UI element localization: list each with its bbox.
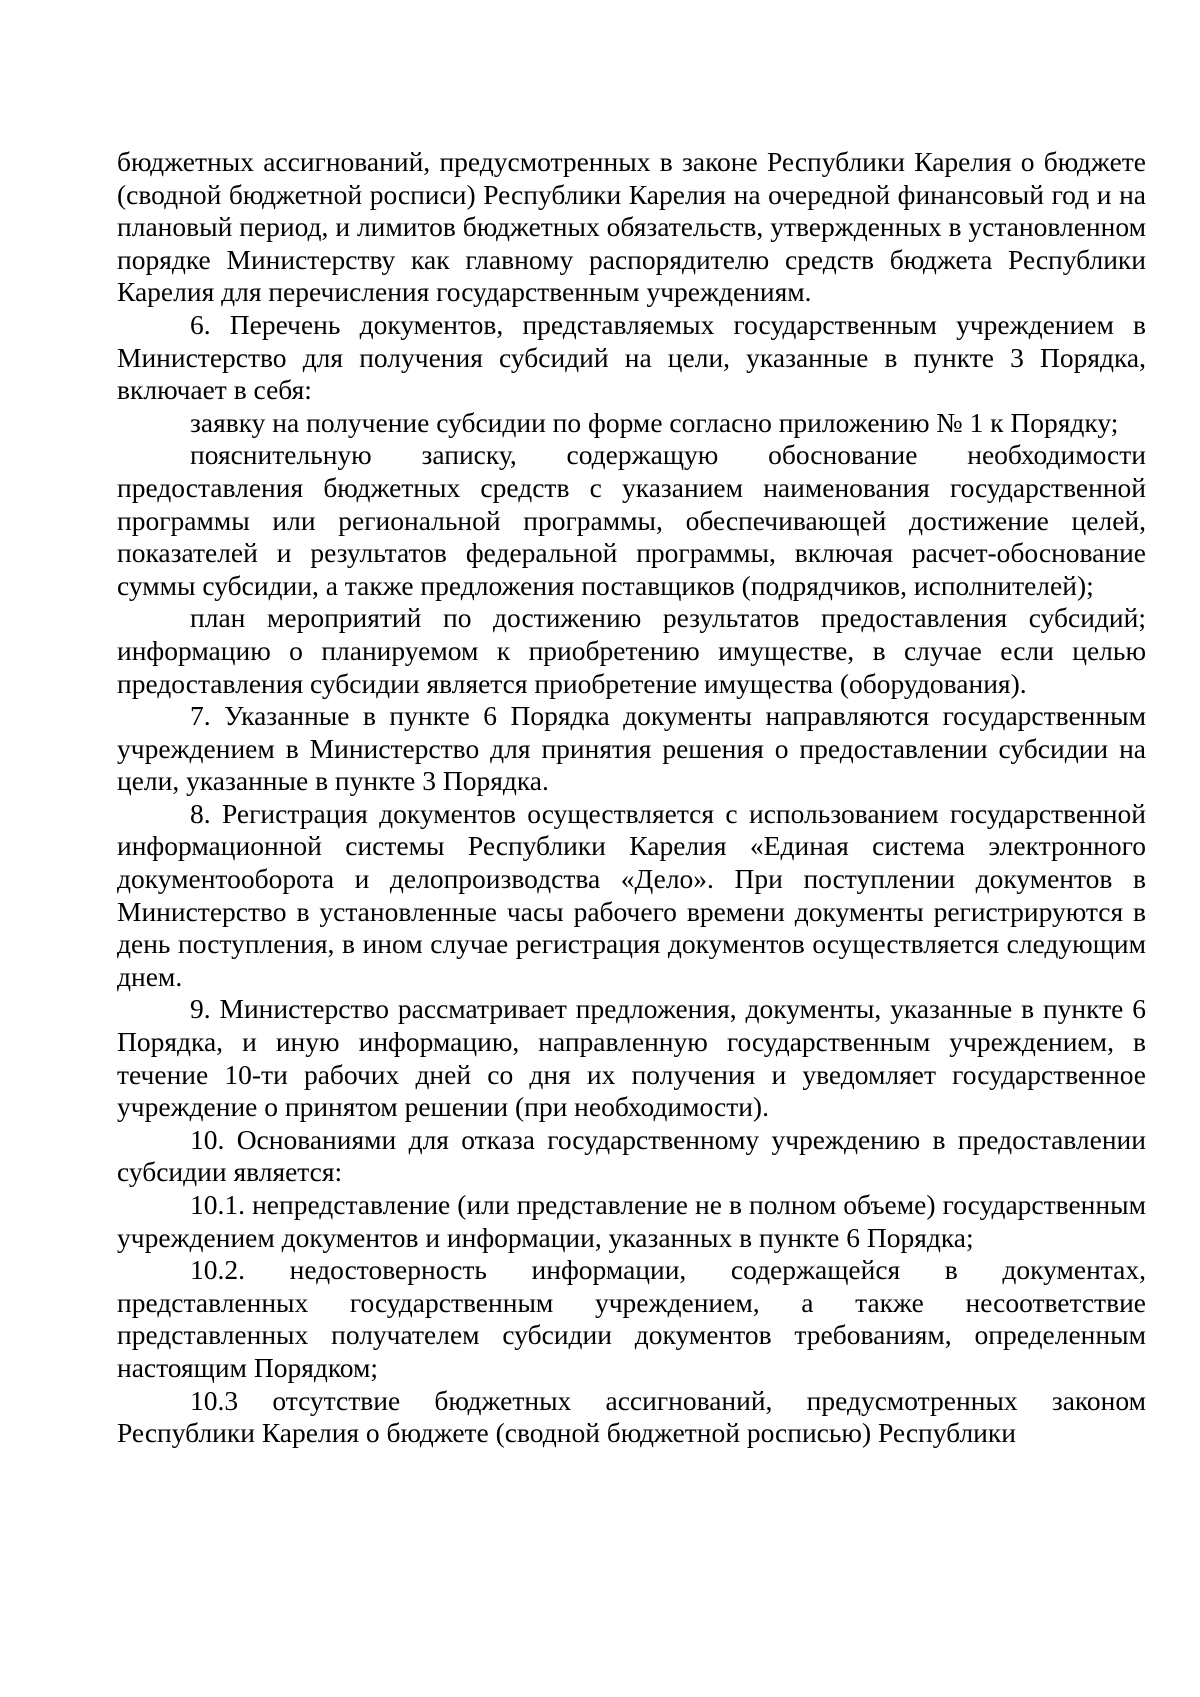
paragraph-item-8: 8. Регистрация документов осуществляется с использованием государственной информационной системы Республики Карелия «Единая система электронного документооборота и делопроизводства «Дело». При поступлении документов в Министерство в установленные часы рабочего времени документы регистрируются в день поступления, в ином случае регистрация документов осуществляется следующим днем. bbox=[117, 797, 1146, 992]
paragraph-explanatory-note: пояснительную записку, содержащую обоснование необходимости предоставления бюджетных средств с указанием наименования государственной программы или региональной программы, обеспечивающей достижение целей, показателей и результатов федеральной программы, включая расчет-обоснование суммы субсидии, а также предложения поставщиков (подрядчиков, исполнителей); bbox=[117, 439, 1146, 601]
paragraph-action-plan: план мероприятий по достижению результатов предоставления субсидий; информацию о планируемом к приобретению имуществе, в случае если целью предоставления субсидии является приобретение имущества (оборудования). bbox=[117, 602, 1146, 699]
paragraph-item-9: 9. Министерство рассматривает предложения, документы, указанные в пункте 6 Порядка, и иную информацию, направленную государственным учреждением, в течение 10-ти рабочих дней со дня их получения и уведомляет государственное учреждение о принятом решении (при необходимости). bbox=[117, 993, 1146, 1123]
paragraph-application: заявку на получение субсидии по форме согласно приложению № 1 к Порядку; bbox=[190, 406, 1119, 438]
document-body bbox=[117, 146, 1146, 1450]
paragraph-item-10: 10. Основаниями для отказа государственному учреждению в предоставлении субсидии является: bbox=[117, 1123, 1146, 1188]
paragraph-item-7: 7. Указанные в пункте 6 Порядка документы направляются государственным учреждением в Министерство для принятия решения о предоставлении субсидии на цели, указанные в пункте 3 Порядка. bbox=[117, 700, 1146, 797]
paragraph-continuation: бюджетных ассигнований, предусмотренных в законе Республики Карелия о бюджете (сводной бюджетной росписи) Республики Карелия на очередной финансовый год и на плановый период, и лимитов бюджетных обязательств, утвержденных в установленном порядке Министерству как главному распорядителю средств бюджета Республики Карелия для перечисления государственным учреждениям. bbox=[117, 146, 1146, 308]
paragraph-item-10-2: 10.2. недостоверность информации, содержащейся в документах, представленных государственным учреждением, а также несоответствие представленных получателем субсидии документов требованиям, определенным настоящим Порядком; bbox=[117, 1254, 1146, 1383]
paragraph-item-6: 6. Перечень документов, представляемых государственным учреждением в Министерство для получения субсидий на цели, указанные в пункте 3 Порядка, включает в себя: bbox=[117, 308, 1146, 406]
paragraph-item-10-1: 10.1. непредставление (или представление не в полном объеме) государственным учреждением документов и информации, указанных в пункте 6 Порядка; bbox=[117, 1189, 1146, 1253]
paragraph-item-10-3: 10.3 отсутствие бюджетных ассигнований, предусмотренных законом Республики Карелия о бюджете (сводной бюджетной росписью) Республики bbox=[117, 1384, 1146, 1449]
